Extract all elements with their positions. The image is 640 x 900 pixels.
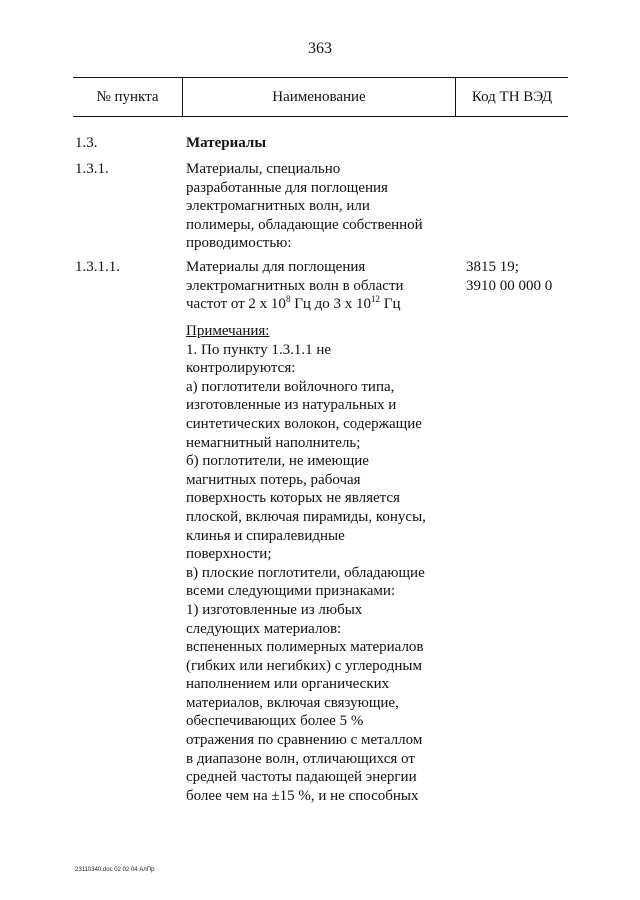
exponent: 8 bbox=[285, 294, 291, 305]
note-line: магнитных потерь, рабочая bbox=[186, 471, 361, 488]
row-number: 1.3.1.1. bbox=[75, 259, 120, 275]
note-line: плоской, включая пирамиды, конусы, bbox=[186, 508, 426, 525]
row-name-line: Материалы bbox=[186, 135, 267, 151]
notes-block bbox=[186, 322, 466, 805]
code-line: 3815 19; bbox=[466, 259, 519, 275]
header-name: Наименование bbox=[183, 78, 456, 116]
note-line: (гибких или негибких) с углеродным bbox=[186, 657, 422, 674]
note-line: 1) изготовленные из любых bbox=[186, 601, 363, 618]
table-header bbox=[73, 77, 568, 117]
code-line: 3910 00 000 0 bbox=[466, 277, 553, 294]
page-number: 363 bbox=[308, 40, 332, 57]
exponent: 12 bbox=[371, 294, 381, 305]
row-name-line: электромагнитных волн, или bbox=[186, 198, 370, 215]
note-line: 1. По пункту 1.3.1.1 не bbox=[186, 341, 332, 358]
row-name bbox=[186, 258, 466, 314]
freq-text: Гц bbox=[380, 296, 401, 313]
note-line: немагнитный наполнитель; bbox=[186, 434, 361, 451]
header-code: Код ТН ВЭД bbox=[471, 88, 553, 105]
header-item-number: № пункта bbox=[73, 78, 183, 116]
row-name-line: Материалы, специально bbox=[186, 161, 341, 177]
row-name bbox=[186, 134, 466, 153]
row-code bbox=[466, 258, 576, 295]
note-line: поверхность которых не является bbox=[186, 490, 400, 507]
row-name-line: полимеры, обладающие собственной bbox=[186, 216, 423, 233]
note-line: в диапазоне волн, отличающихся от bbox=[186, 750, 415, 767]
note-line: вспененных полимерных материалов bbox=[186, 639, 424, 656]
note-line: в) плоские поглотители, обладающие bbox=[186, 564, 425, 581]
note-line: следующих материалов: bbox=[186, 620, 342, 637]
note-line: средней частоты падающей энергии bbox=[186, 769, 417, 786]
note-line: б) поглотители, не имеющие bbox=[186, 453, 369, 470]
note-line: синтетических волокон, содержащие bbox=[186, 415, 422, 432]
note-line: всеми следующими признаками: bbox=[186, 583, 396, 600]
note-line: материалов, включая связующие, bbox=[186, 694, 399, 711]
row-name-line: Материалы для поглощения bbox=[186, 259, 366, 275]
row-name-line: проводимостью: bbox=[186, 235, 292, 252]
note-line: более чем на ±15 %, и не способных bbox=[186, 787, 419, 804]
note-line: а) поглотители войлочного типа, bbox=[186, 378, 395, 395]
note-line: поверхности; bbox=[186, 546, 272, 563]
note-line: клинья и спиралевидные bbox=[186, 527, 345, 544]
footer-doc-id: 23110340.doc 02 02 04 АлПр bbox=[75, 867, 155, 873]
notes-title: Примечания: bbox=[186, 323, 270, 339]
row-name-line bbox=[186, 295, 466, 314]
row-number: 1.3. bbox=[75, 135, 98, 151]
note-line: изготовленные из натуральных и bbox=[186, 397, 397, 414]
note-line: отражения по сравнению с металлом bbox=[186, 732, 423, 749]
row-name-line: электромагнитных волн в области bbox=[186, 277, 404, 294]
freq-text: частот от 2 x 10 bbox=[186, 296, 286, 313]
freq-text: Гц до 3 x 10 bbox=[290, 296, 372, 313]
note-line: наполнением или органических bbox=[186, 676, 390, 693]
row-number: 1.3.1. bbox=[75, 161, 109, 177]
row-name-line: разработанные для поглощения bbox=[186, 179, 388, 196]
note-line: контролируются: bbox=[186, 360, 296, 377]
row-name bbox=[186, 160, 466, 253]
note-line: обеспечивающих более 5 % bbox=[186, 713, 364, 730]
